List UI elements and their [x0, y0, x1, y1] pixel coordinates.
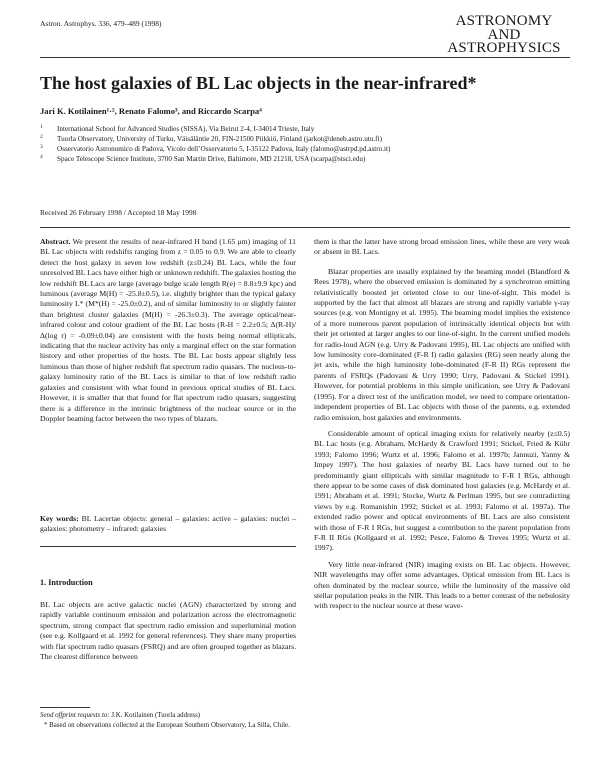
- section-heading: 1. Introduction: [40, 578, 93, 587]
- affiliation-item: [40, 134, 580, 144]
- journal-logo: [438, 15, 570, 56]
- affiliation-item: [40, 144, 580, 154]
- affiliation-text: Space Telescope Science Institute, 3700 San Martin Drive, Baltimore, MD 21218, USA (scarpa@stsci.edu): [57, 155, 366, 163]
- affiliation-list: [40, 124, 580, 164]
- affiliation-text: International School for Advanced Studies (SISSA), Via Beirut 2-4, I-34014 Trieste, Italy: [57, 125, 315, 133]
- received-date: Received 26 February 1998 / Accepted 18 May 1998: [40, 208, 197, 217]
- body-paragraph: Considerable amount of optical imaging exists for relatively nearby (z≤0.5) BL Lac hosts (e.g. Abraham, McHardy & Crawford 1991; Stickel, Fried & Kühr 1993; Falomo 1996; Wurtz et al. 1996; Falomo et al. 1997b; Jannuzi, Yanny & Impey 1997). The host galaxies of nearby BL Lacs have turned out to be predominantly giant ellipticals with similar magnitude to F-R I RGs, although there appear to be some cases of disk dominated host galaxies (e.g. McHardy et al. 1991; Abraham et al. 1991; Stocke, Wurtz & Perlman 1995, but see contradicting views by e.g. Romanishin 1992; Stickel et al. 1993; Falomo et al. 1997a). The extended radio power and optical environments of BL Lacs are also consistent with those of F-R I RGs, but suggest a contribution to the parent population from F-R II RGs (Kollgaard et al. 1992; Pesce, Falomo & Treves 1995; Wurtz et al. 1997).: [314, 428, 570, 553]
- affiliation-text: Osservatorio Astronomico di Padova, Vicolo dell’Osservatorio 5, I-35122 Padova, Italy (falomo@astrpd.pd.astro.it): [57, 145, 391, 153]
- affiliation-number: 1: [40, 124, 43, 130]
- journal-logo-line-3: ASTROPHYSICS: [447, 40, 561, 56]
- keywords-label: Key words:: [40, 514, 79, 523]
- offprint-name: J.K. Kotilainen (Tuorla address): [111, 712, 201, 719]
- journal-logo-line-1: ASTRONOMY: [455, 13, 553, 29]
- footnotes: [40, 711, 296, 730]
- keywords: [40, 514, 296, 535]
- header-rule: [40, 57, 570, 58]
- body-paragraph: Blazar properties are usually explained by the beaming model (Blandford & Rees 1978), where the observed emission is dominated by a synchrotron emitting relativistically boosted jet oriented close to our line-of-sight. This model is supported by the fact that almost all blazars are strong and rapidly variable γ-ray sources (e.g. von Montigny et al. 1995). The beaming model implies the existence of a more numerous parent population of intrinsically identical objects but with their jet oriented at larger angles to our line-of-sight. In the current unified models for radio-loud AGN (e.g. Urry & Padovani 1995), BL Lac objects are unified with low luminosity core-dominated (F-R I) radio galaxies (RG) seen nearly along the jet axis, while the high luminosity lobe-dominated (F-R II) RGs represent the parents of FSRQs (Padovani & Urry 1990; Urry, Padovani & Stickel 1991). However, for potential problems in this simple unification, see Urry & Padovani (1995). For a direct test of the unification model, we need to compare orientation-independent properties of BL Lac objects with those of the parents, e.g. extended radio emission, host galaxies and environments.: [314, 266, 570, 422]
- body-paragraph: Very little near-infrared (NIR) imaging exists on BL Lac objects. However, NIR wavelengths may offer some advantages. Optical emission from BL Lacs is often dominated by the nuclear source, while the luminosity of the massive old stellar population peaks in the NIR. This leads to a better contrast of the nebulosity with respect to the nuclear source at these wave-: [314, 559, 570, 611]
- affiliation-item: [40, 124, 580, 134]
- abstract-label: Abstract.: [40, 237, 71, 246]
- intro-paragraph: [40, 600, 296, 662]
- journal-logo-line-2: AND: [487, 26, 521, 43]
- affiliation-text: Tuorla Observatory, University of Turku, Väisäläntie 20, FIN-21500 Piikkiö, Finland (jarkot@deneb.astro.utu.fi): [57, 135, 382, 143]
- abstract: [40, 237, 296, 424]
- affiliation-number: 3: [40, 144, 43, 150]
- right-column: [314, 237, 570, 612]
- footnote-star: * Based on observations collected at the European Southern Observatory, La Silla, Chile.: [44, 721, 290, 729]
- abstract-top-rule: [40, 227, 570, 228]
- intro-text: BL Lac objects are active galactic nuclei (AGN) characterized by strong and rapidly variable continuum emission and polarization across the electromagnetic spectrum, strong compact flat spectrum radio emission and superluminal motion (see e.g. Kollgaard et al. 1992 for general references). They share many properties with flat spectrum radio quasars (FSRQ) and are often grouped together as blazars. The clearest difference between: [40, 600, 296, 662]
- paper-title: The host galaxies of BL Lac objects in the near-infrared*: [40, 73, 477, 93]
- offprint-label: Send offprint requests to:: [40, 712, 110, 719]
- body-paragraph: them is that the latter have strong broad emission lines, while these are very weak or absent in BL Lacs.: [314, 237, 570, 257]
- keywords-rule: [40, 546, 296, 547]
- affiliation-item: [40, 154, 580, 164]
- footnote-rule: [40, 707, 90, 708]
- affiliation-number: 2: [40, 134, 43, 140]
- journal-citation: Astron. Astrophys. 336, 479–489 (1998): [40, 19, 162, 28]
- keywords-text: BL Lacertae objects: general – galaxies: active – galaxies: nuclei – galaxies: photometry – infrared: galaxies: [40, 514, 296, 534]
- author-list: Jari K. Kotilainen¹·², Renato Falomo³, and Riccardo Scarpa⁴: [40, 106, 262, 116]
- affiliation-number: 4: [40, 154, 43, 160]
- abstract-text: We present the results of near-infrared H band (1.65 μm) imaging of 11 BL Lac objects with redshifts ranging from z = 0.05 to 0.9. We are able to clearly detect the host galaxy in seven low redshift (z≤0.24) BL Lacs, while the four unresolved BL Lacs have either high or unknown redshift. The galaxies hosting the low redshift BL Lacs are large (average bulge scale length R(e) = 8.8±9.9 kpc) and luminous (average M(H) = -25.8±0.5), i.e. slightly brighter than the typical galaxy luminosity L* (M*(H) = -25.0±0.2), and of similar luminosity to or slightly fainter than brightest cluster galaxies (M(H) = -26.3±0.3). The average optical/near-infrared colour and colour gradient of the BL Lac hosts (R-H = 2.2±0.5; Δ(R-H)/Δ(log r) = -0.09±0.04) are consistent with the hosts being normal ellipticals, indicating that the nuclear activity has only a marginal effect on the star formation history and other properties of the hosts. The BL Lac hosts appear slightly less luminous than those of higher redshift flat spectrum radio quasars. The nucleus-to-galaxy luminosity ratio of the BL Lacs is similar to that of low redshift radio galaxies and consistent with what found in previous optical studies of BL Lacs. However, it is smaller that that found for flat spectrum radio quasars, suggesting there is a difference in the intrinsic brightness of the nuclear source or in the Doppler beaming factor between the two types of blazars.: [40, 237, 296, 423]
